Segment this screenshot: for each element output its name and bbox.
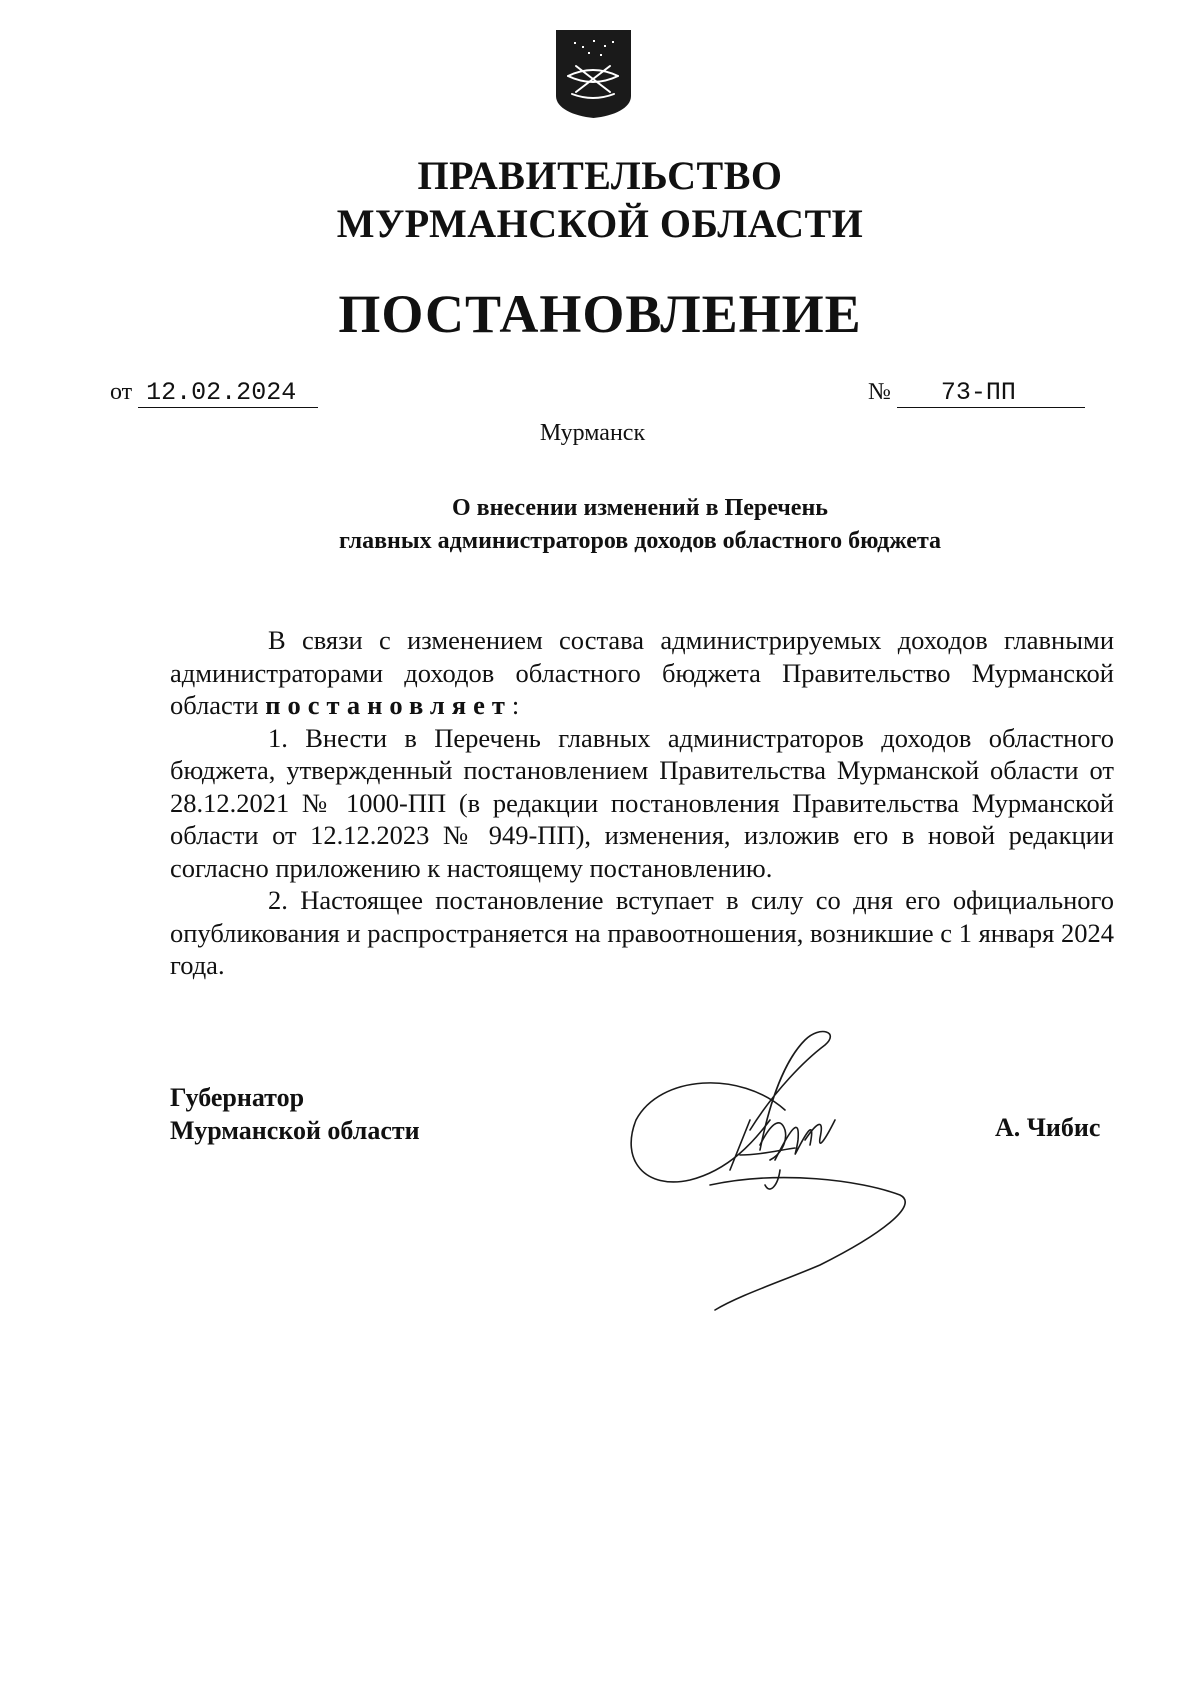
subject-line-1: О внесении изменений в Перечень: [452, 495, 828, 521]
date-field: [110, 379, 318, 408]
number-value: 73-ПП: [897, 379, 1085, 408]
preamble-paragraph: [170, 624, 1114, 722]
item-1-paragraph: 1. Внести в Перечень главных администраторов доходов областного бюджета, утвержденный постановлением Правительства Мурманской области от 28.12.2021 № 1000-ПП (в редакции постановления Правительства Мурманской области от 12.12.2023 № 949-ПП), изменения, изложив его в новой редакции согласно приложению к настоящему постановлению.: [170, 722, 1114, 883]
authority-line-1: ПРАВИТЕЛЬСТВО: [417, 153, 783, 198]
date-value: 12.02.2024: [138, 379, 318, 408]
resolves-word: постановляет: [265, 690, 512, 720]
preamble-text: В связи с изменением состава администрируемых доходов главными администраторами доходов областного бюджета Правительство Мурманской области: [170, 625, 1114, 720]
subject-line-2: главных администраторов доходов областного бюджета: [338, 528, 942, 554]
authority-name: [0, 152, 1200, 248]
signer-name: А. Чибис: [995, 1113, 1101, 1142]
city-name: Мурманск: [539, 420, 646, 446]
signer-position-line-2: Мурманской области: [170, 1116, 420, 1145]
resolves-colon: :: [511, 690, 520, 720]
document-type-title: ПОСТАНОВЛЕНИЕ: [338, 284, 862, 344]
signer-position-line-1: Губернатор: [170, 1083, 305, 1112]
coat-of-arms-icon: [554, 28, 633, 120]
document-subject: [120, 492, 1160, 558]
signature-icon: [620, 1020, 980, 1320]
number-prefix: №: [868, 379, 891, 405]
number-field: [868, 379, 1085, 408]
document-body: [170, 624, 1114, 982]
date-prefix: от: [110, 379, 133, 405]
item-2-paragraph: 2. Настоящее постановление вступает в силу со дня его официального опубликования и распространяется на правоотношения, возникшие с 1 января 2024 года.: [170, 885, 1114, 980]
authority-line-2: МУРМАНСКОЙ ОБЛАСТИ: [336, 201, 864, 246]
signer-position: [170, 1081, 420, 1147]
